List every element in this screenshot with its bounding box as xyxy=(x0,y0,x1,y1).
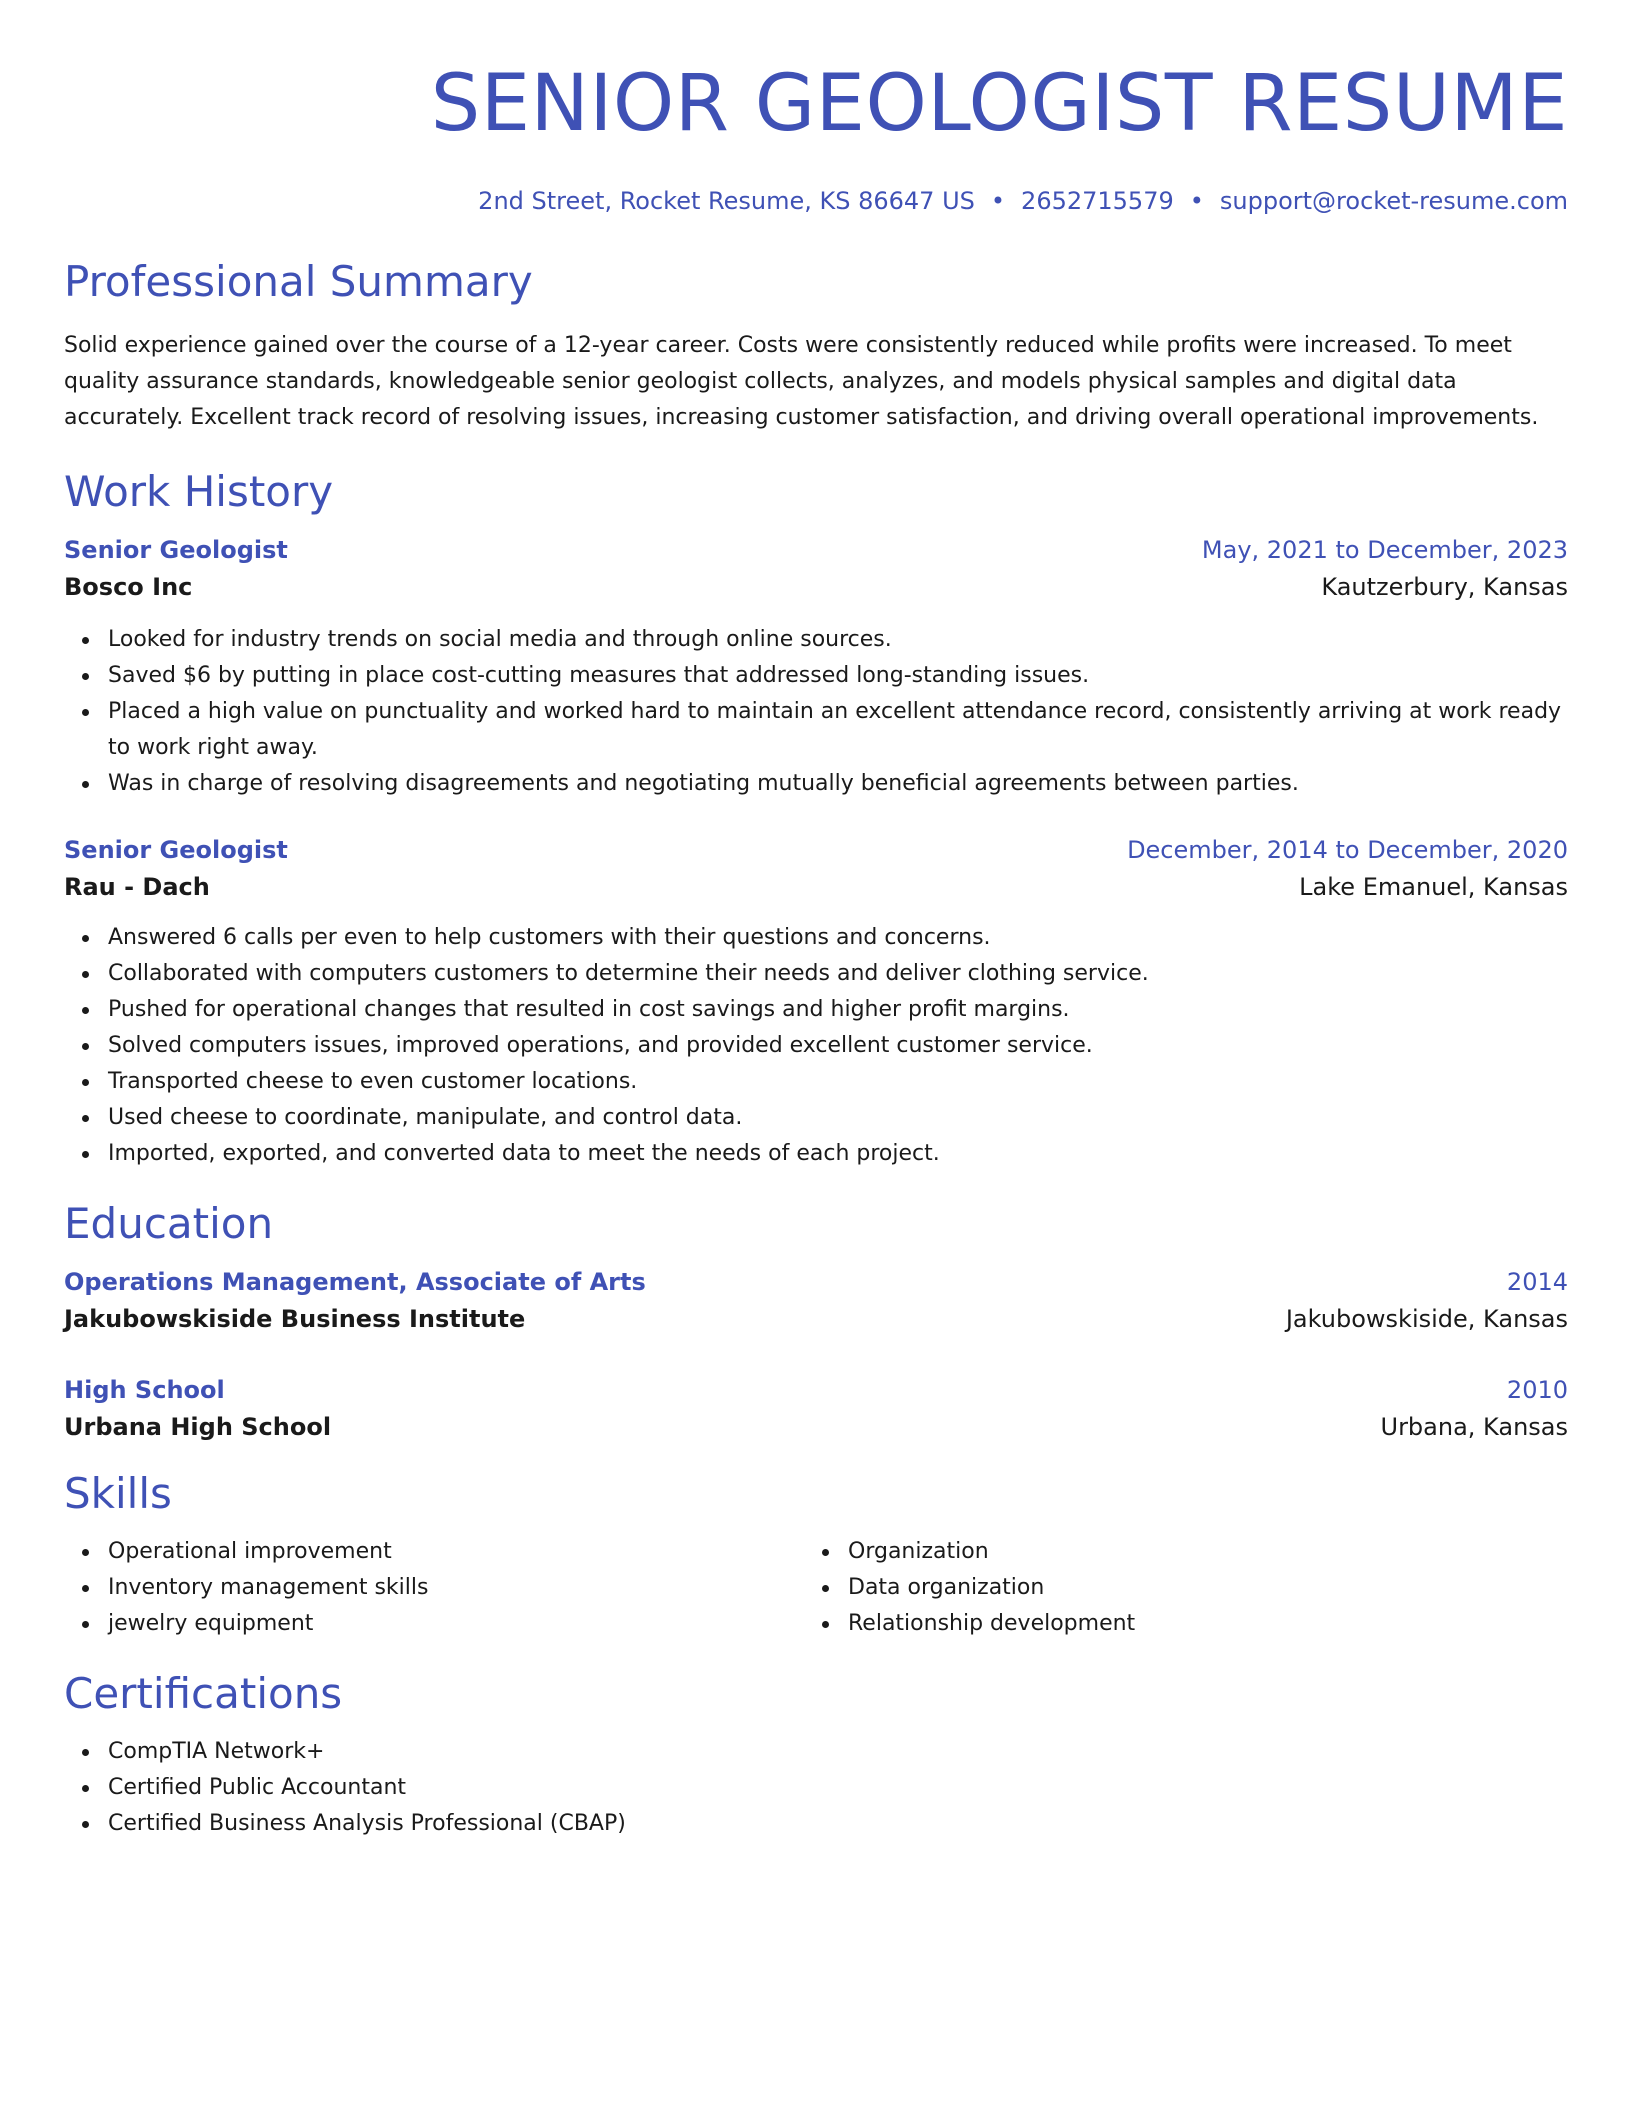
list-item: Data organization xyxy=(804,1570,1544,1606)
job-duties-list xyxy=(64,920,1568,1172)
education-entry xyxy=(64,1372,1568,1446)
contact-separator: • xyxy=(990,187,1006,215)
list-item: Used cheese to coordinate, manipulate, and control data. xyxy=(64,1100,1568,1136)
skills-heading: Skills xyxy=(64,1469,172,1518)
skills-list-left xyxy=(64,1534,804,1642)
list-item: Certified Business Analysis Professional (CBAP) xyxy=(64,1806,1568,1842)
list-item: Was in charge of resolving disagreements and negotiating mutually beneficial agreements between parties. xyxy=(64,766,1568,802)
contact-separator: • xyxy=(1189,187,1204,215)
company-name: Bosco Inc xyxy=(64,573,193,601)
list-item: Relationship development xyxy=(804,1606,1544,1642)
list-item: Organization xyxy=(804,1534,1544,1570)
list-item: Inventory management skills xyxy=(64,1570,804,1606)
list-item: Answered 6 calls per even to help customers with their questions and concerns. xyxy=(64,920,1568,956)
education-entry xyxy=(64,1264,1568,1338)
certifications-heading: Certifications xyxy=(64,1669,343,1718)
job-title: Senior Geologist xyxy=(64,536,288,564)
education-entry-header xyxy=(64,1264,1568,1300)
job-dates: May, 2021 to December, 2023 xyxy=(1201,536,1568,564)
company-location: Kautzerbury, Kansas xyxy=(1321,573,1568,601)
job-duties-list xyxy=(64,622,1568,802)
school-location: Jakubowskiside, Kansas xyxy=(1285,1305,1568,1333)
work-entry xyxy=(64,832,1568,1172)
job-title: Senior Geologist xyxy=(64,836,288,864)
contact-email: support@rocket-resume.com xyxy=(1219,187,1568,215)
job-dates: December, 2014 to December, 2020 xyxy=(1127,836,1568,864)
work-entry-org xyxy=(64,568,1568,606)
company-location: Lake Emanuel, Kansas xyxy=(1299,873,1568,901)
list-item: jewelry equipment xyxy=(64,1606,804,1642)
education-entry-header xyxy=(64,1372,1568,1408)
work-entry-org xyxy=(64,868,1568,906)
resume-page xyxy=(64,0,1568,1842)
degree-name: High School xyxy=(64,1376,225,1404)
contact-phone: 2652715579 xyxy=(1021,187,1174,215)
list-item: Operational improvement xyxy=(64,1534,804,1570)
contact-address: 2nd Street, Rocket Resume, KS 86647 US xyxy=(478,187,975,215)
list-item: Transported cheese to even customer locations. xyxy=(64,1064,1568,1100)
education-entry-school xyxy=(64,1300,1568,1338)
education-entry-school xyxy=(64,1408,1568,1446)
list-item: Solved computers issues, improved operations, and provided excellent customer service. xyxy=(64,1028,1568,1064)
summary-text: Solid experience gained over the course of a 12-year career. Costs were consistently reduced while profits were increased. To meet quality assurance standards, knowledgeable senior geologist collects, analyzes, and models physical samples and digital data accurately. Excellent track record of resolving issues, increasing customer satisfaction, and driving overall operational improvements. xyxy=(64,333,1539,430)
work-history-heading: Work History xyxy=(64,467,334,516)
list-item: Collaborated with computers customers to determine their needs and deliver clothing service. xyxy=(64,956,1568,992)
graduation-year: 2010 xyxy=(1506,1376,1568,1404)
list-item: Looked for industry trends on social media and through online sources. xyxy=(64,622,1568,658)
school-name: Jakubowskiside Business Institute xyxy=(64,1305,526,1333)
list-item: Pushed for operational changes that resulted in cost savings and higher profit margins. xyxy=(64,992,1568,1028)
contact-line xyxy=(64,186,1568,216)
skills-grid xyxy=(64,1534,1568,1642)
list-item: Placed a high value on punctuality and worked hard to maintain an excellent attendance record, consistently arriving at work ready to work right away. xyxy=(64,694,1568,766)
work-entry-header xyxy=(64,832,1568,868)
skills-list-right xyxy=(804,1534,1544,1642)
summary-heading: Professional Summary xyxy=(64,257,533,306)
graduation-year: 2014 xyxy=(1506,1268,1568,1296)
page-title: SENIOR GEOLOGIST RESUME xyxy=(430,59,1568,149)
degree-name: Operations Management, Associate of Arts xyxy=(64,1268,646,1296)
certifications-list xyxy=(64,1734,1568,1842)
work-entry xyxy=(64,532,1568,802)
education-heading: Education xyxy=(64,1199,274,1248)
work-entry-header xyxy=(64,532,1568,568)
company-name: Rau - Dach xyxy=(64,873,210,901)
list-item: Certified Public Accountant xyxy=(64,1770,1568,1806)
list-item: CompTIA Network+ xyxy=(64,1734,1568,1770)
list-item: Imported, exported, and converted data to meet the needs of each project. xyxy=(64,1136,1568,1172)
school-location: Urbana, Kansas xyxy=(1380,1413,1568,1441)
list-item: Saved $6 by putting in place cost-cutting measures that addressed long-standing issues. xyxy=(64,658,1568,694)
school-name: Urbana High School xyxy=(64,1413,332,1441)
